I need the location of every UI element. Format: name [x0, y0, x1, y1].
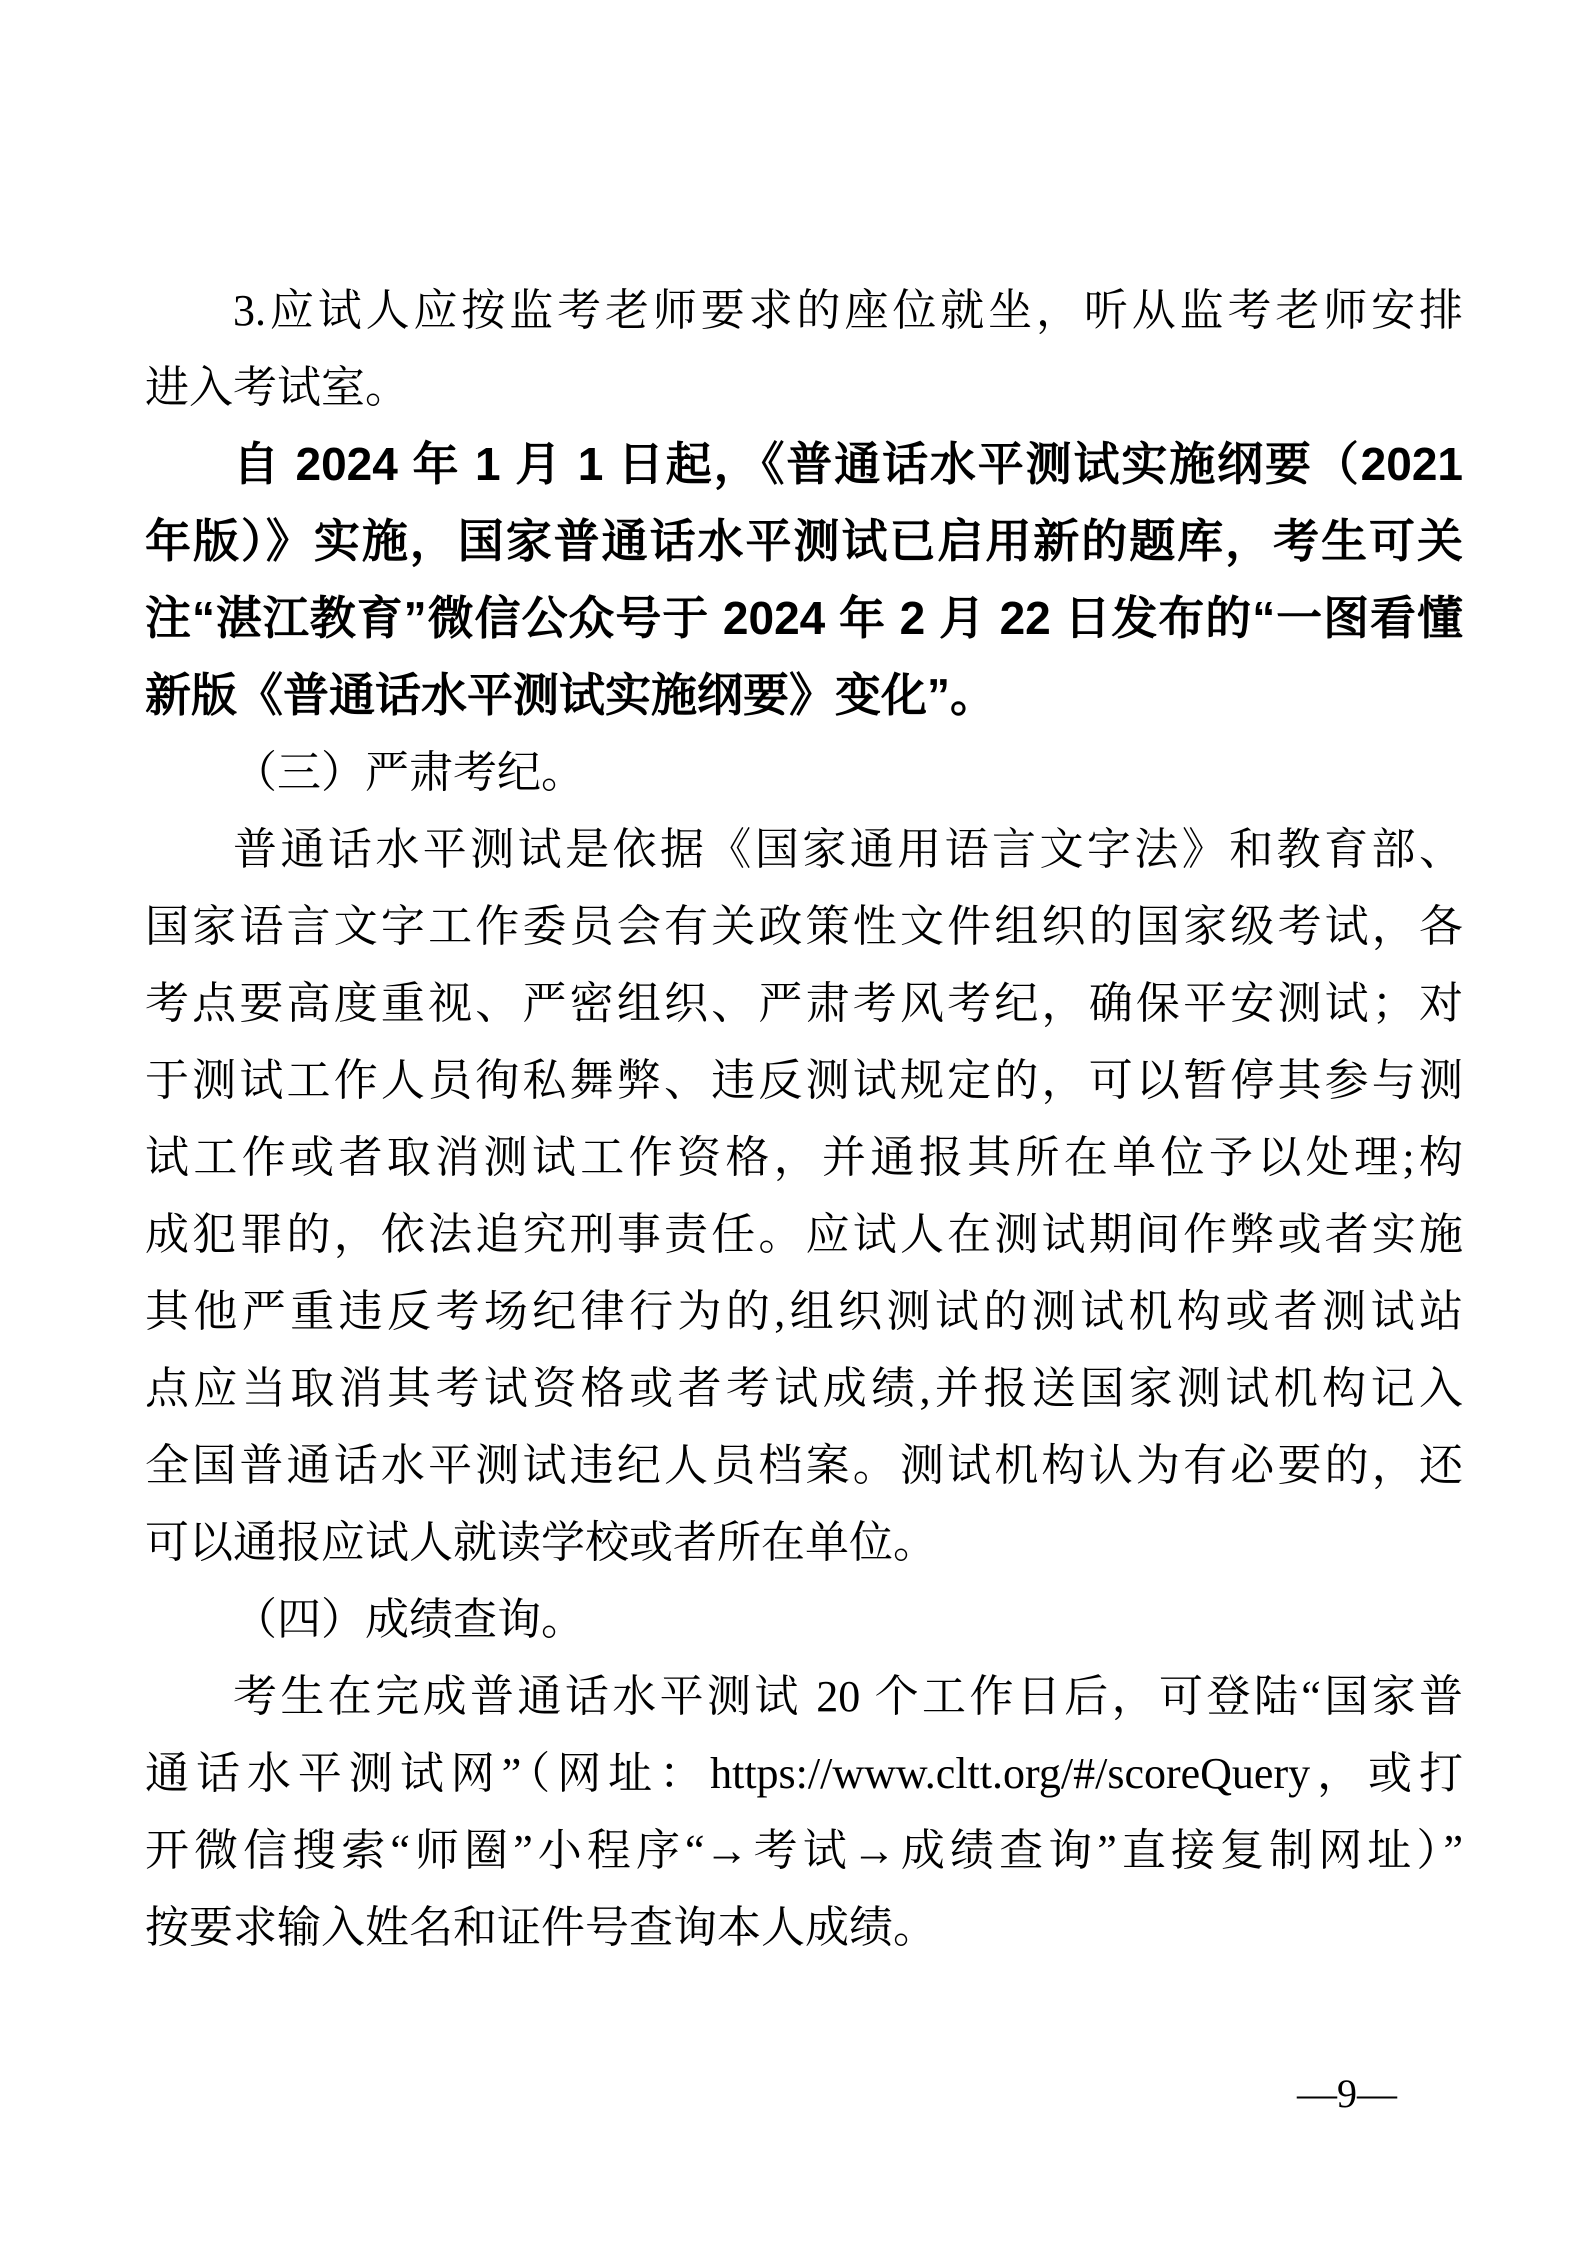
text-line: 于测试工作人员徇私舞弊、违反测试规定的，可以暂停其参与测 — [145, 1056, 1463, 1105]
text-line: 年版）》实施，国家普通话水平测试已启用新的题库，考生可关 — [145, 515, 1463, 567]
text-line: 考生在完成普通话水平测试 20 个工作日后，可登陆“国家普 — [233, 1672, 1463, 1721]
text-line: 自 2024 年 1 月 1 日起，《普通话水平测试实施纲要（2021 — [233, 438, 1463, 490]
text-line: （四）成绩查询。 — [233, 1595, 585, 1644]
text-line: 新版《普通话水平测试实施纲要》变化”。 — [145, 669, 996, 721]
document-body — [145, 272, 1463, 1966]
text-line: 成犯罪的，依法追究刑事责任。应试人在测试期间作弊或者实施 — [145, 1210, 1463, 1259]
text-line: 国家语言文字工作委员会有关政策性文件组织的国家级考试，各 — [145, 902, 1463, 951]
text-line: 可以通报应试人就读学校或者所在单位。 — [145, 1518, 937, 1567]
text-line: 点应当取消其考试资格或者考试成绩,并报送国家测试机构记入 — [145, 1364, 1463, 1413]
text-line: 试工作或者取消测试工作资格，并通报其所在单位予以处理;构 — [145, 1133, 1463, 1182]
text-line: 其他严重违反考场纪律行为的,组织测试的测试机构或者测试站 — [145, 1287, 1463, 1336]
text-line: 注“湛江教育”微信公众号于 2024 年 2 月 22 日发布的“一图看懂 — [145, 592, 1463, 644]
text-line: 3.应试人应按监考老师要求的座位就坐，听从监考老师安排 — [233, 286, 1463, 335]
text-line: 普通话水平测试是依据《国家通用语言文字法》和教育部、 — [233, 825, 1463, 874]
text-line: 全国普通话水平测试违纪人员档案。测试机构认为有必要的，还 — [145, 1441, 1463, 1490]
text-line: 进入考试室。 — [145, 363, 409, 412]
text-line: 开微信搜索“师圈”小程序“→考试→成绩查询”直接复制网址）” — [145, 1826, 1463, 1875]
page-number: —9— — [1297, 2071, 1397, 2116]
text-line: 通话水平测试网”（网址：https://www.cltt.org/#/scoreQuery，或打 — [145, 1749, 1463, 1798]
text-line: 考点要高度重视、严密组织、严肃考风考纪，确保平安测试；对 — [145, 979, 1463, 1028]
text-line: 按要求输入姓名和证件号查询本人成绩。 — [145, 1903, 937, 1952]
text-line: （三）严肃考纪。 — [233, 748, 585, 797]
